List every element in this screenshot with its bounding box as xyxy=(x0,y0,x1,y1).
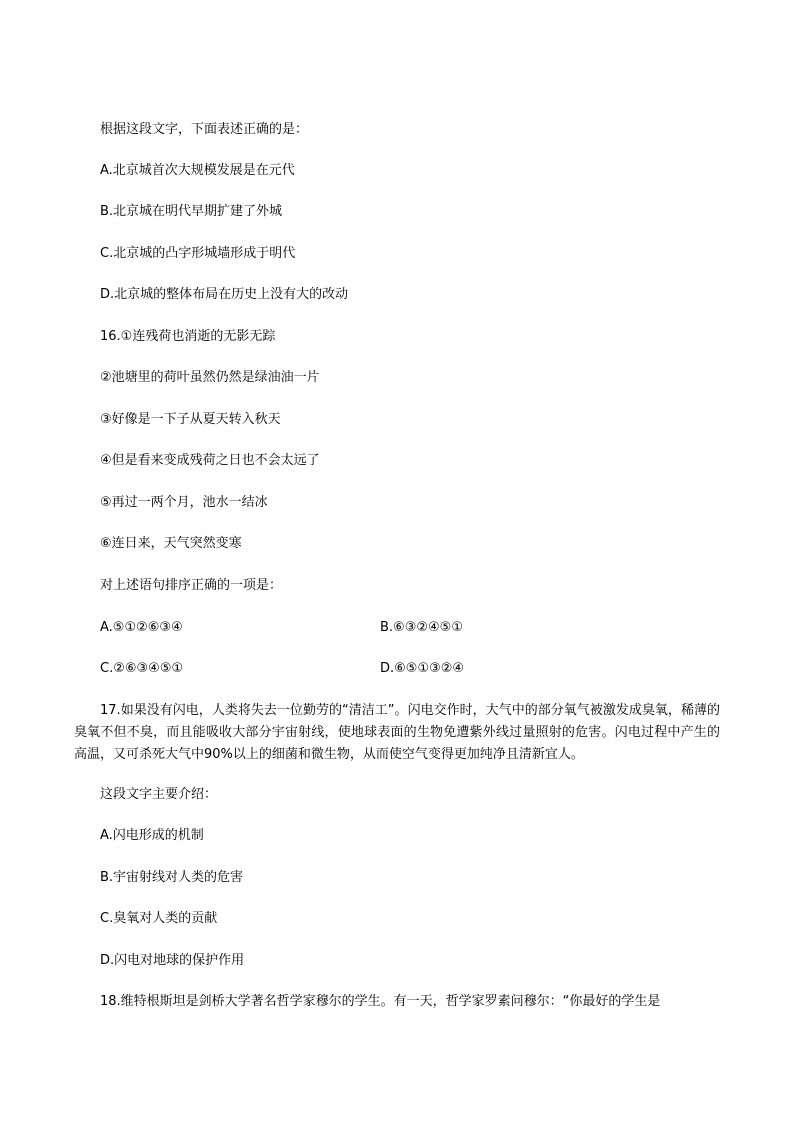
q15-option-c: C.北京城的凸字形城墙形成于明代 xyxy=(100,246,296,261)
q16-item-5: ⑤再过一两个月，池水一结冰 xyxy=(100,495,268,510)
q16-option-d: D.⑥⑤①③②④ xyxy=(380,661,465,676)
q16-option-a: A.⑤①②⑥③④ xyxy=(100,620,183,635)
q17-option-a: A.闪电形成的机制 xyxy=(100,828,204,843)
q16-option-b: B.⑥③②④⑤① xyxy=(380,620,463,635)
q18-first-line: 18.维特根斯坦是剑桥大学著名哲学家穆尔的学生。有一天，哲学家罗素问穆尔：“你最好的学生是 xyxy=(100,994,661,1009)
q16-prompt: 对上述语句排序正确的一项是： xyxy=(100,578,283,593)
q15-prompt: 根据这段文字，下面表述正确的是： xyxy=(100,122,309,137)
q17-paragraph-text: 17.如果没有闪电，人类将失去一位勤劳的“清洁工”。闪电交作时，大气中的部分氧气被激发成臭氧，稀薄的臭氧不但不臭，而且能吸收大部分宇宙射线，使地球表面的生物免遭紫外线过量照射的危害。闪电过程中产生的高温，又可杀死大气中90%以上的细菌和微生物，从而使空气变得更加纯净且清新宜人。 xyxy=(74,703,720,762)
q15-option-b: B.北京城在明代早期扩建了外城 xyxy=(100,204,283,219)
q16-item-6: ⑥连日来，天气突然变寒 xyxy=(100,536,242,551)
q16-item-2: ②池塘里的荷叶虽然仍然是绿油油一片 xyxy=(100,370,320,385)
q17-option-d: D.闪电对地球的保护作用 xyxy=(100,953,245,968)
q17-paragraph xyxy=(74,700,720,766)
q16-item-4: ④但是看来变成残荷之日也不会太远了 xyxy=(100,453,320,468)
q17-option-c: C.臭氧对人类的贡献 xyxy=(100,911,218,926)
q17-option-b: B.宇宙射线对人类的危害 xyxy=(100,870,244,885)
q15-option-a: A.北京城首次大规模发展是在元代 xyxy=(100,163,295,178)
q17-prompt: 这段文字主要介绍： xyxy=(100,787,218,802)
q15-option-d: D.北京城的整体布局在历史上没有大的改动 xyxy=(100,287,349,302)
q16-option-c: C.②⑥③④⑤① xyxy=(100,661,184,676)
q16-item-3: ③好像是一下子从夏天转入秋天 xyxy=(100,412,281,427)
q16-item-1: 16.①连残荷也消逝的无影无踪 xyxy=(100,329,276,344)
